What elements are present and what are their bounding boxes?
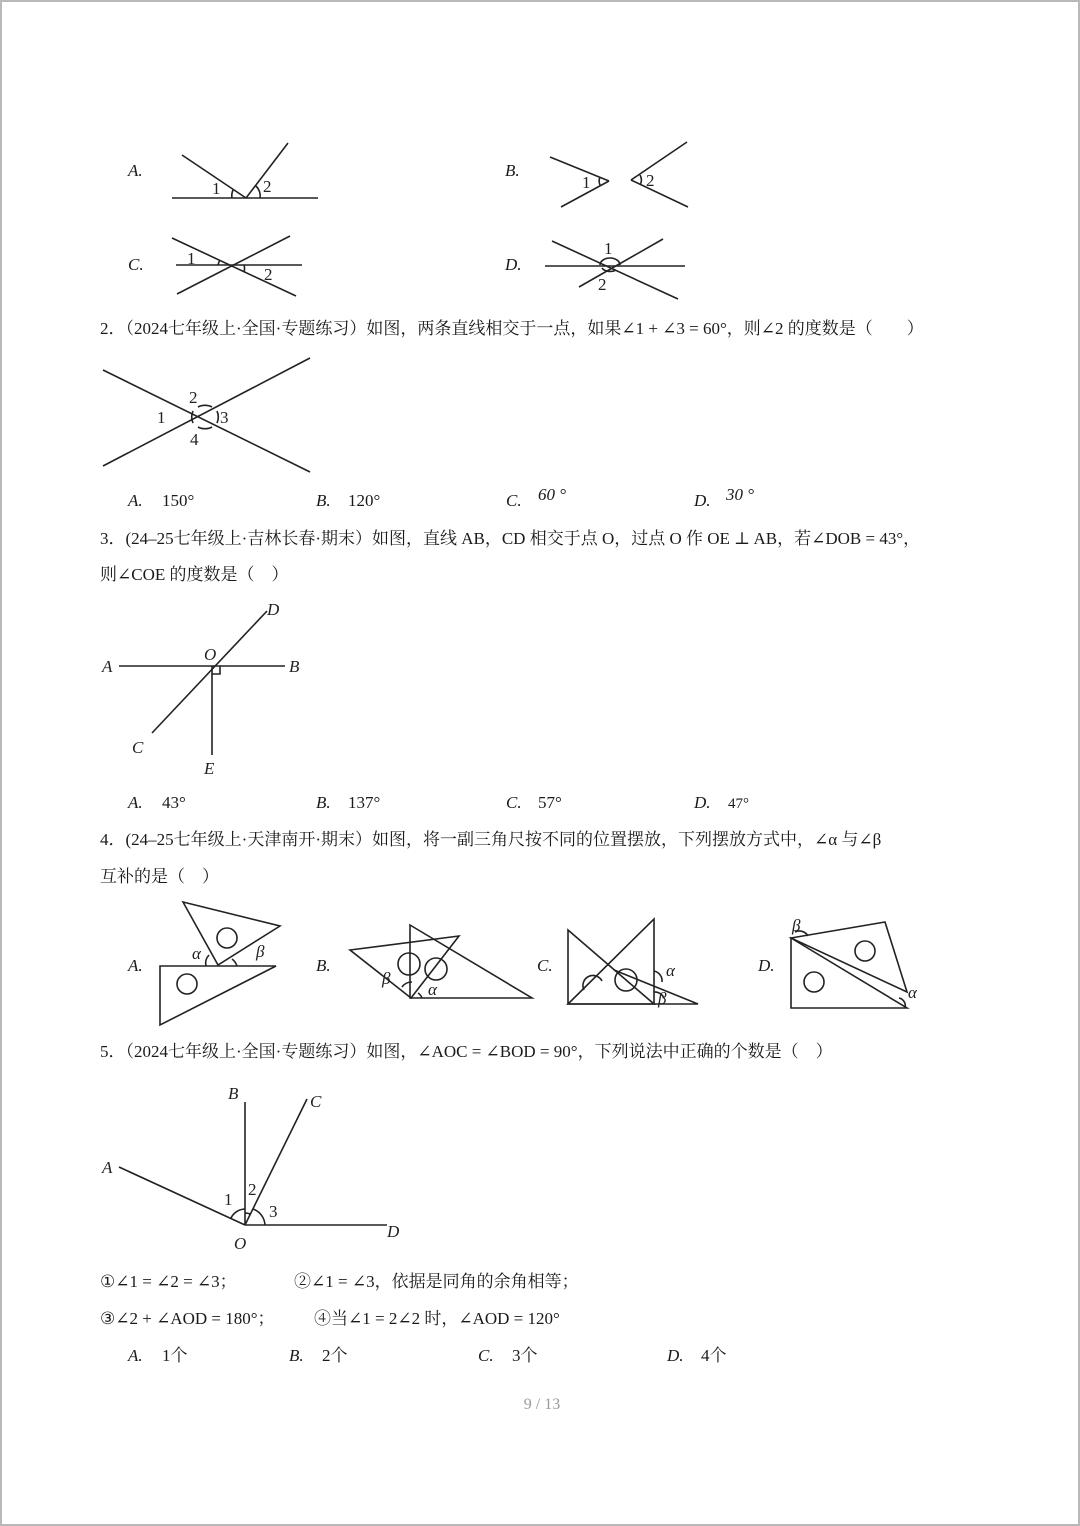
q5-statement-3: ③∠2 + ∠AOD = 180°； xyxy=(100,1309,275,1328)
q1-a-angle-1: 1 xyxy=(212,179,221,198)
q5-option-d-label: D. xyxy=(667,1346,684,1365)
q2-option-b-value: 120° xyxy=(348,491,381,510)
q4-figure-d xyxy=(782,912,927,1012)
q5-angle-2: 2 xyxy=(248,1180,257,1199)
q3-label-a: A xyxy=(102,657,113,676)
q1-option-c-label: C. xyxy=(128,255,144,274)
q5-label-o: O xyxy=(234,1234,247,1253)
q3-option-a-label: A. xyxy=(128,793,143,812)
q1-a-angle-2: 2 xyxy=(263,177,272,196)
q5-statement-4: ④当∠1 = 2∠2 时，∠AOD = 120° xyxy=(314,1309,560,1328)
q4-stem-line1: 4．(24–25七年级上·天津南开·期末）如图，将一副三角尺按不同的位置摆放，下列摆放方式中，∠α 与∠β xyxy=(100,830,882,849)
q3-stem-line1: 3．(24–25七年级上·吉林长春·期末）如图，直线 AB，CD 相交于点 O，过点 O 作 OE ⊥ AB，若∠DOB = 43°， xyxy=(100,529,921,548)
q2-option-d-value: 30 ° xyxy=(726,485,755,504)
q3-figure xyxy=(97,597,322,782)
q2-option-c-label: C. xyxy=(506,491,522,510)
q5-statement-1: ①∠1 = ∠2 = ∠3； xyxy=(100,1272,237,1291)
q1-option-a-label: A. xyxy=(128,161,143,180)
q5-option-b-value: 2个 xyxy=(322,1346,348,1365)
q3-option-b-value: 137° xyxy=(348,793,381,812)
q3-label-c: C xyxy=(132,738,144,757)
q2-option-b-label: B. xyxy=(316,491,331,510)
q5-label-b: B xyxy=(228,1084,239,1103)
q4-figure-b xyxy=(342,920,542,1005)
q5-label-c: C xyxy=(310,1092,322,1111)
q3-label-e: E xyxy=(204,759,215,778)
q5-statement-2: ②∠1 = ∠3，依据是同角的余角相等； xyxy=(294,1272,579,1291)
q2-angle-2: 2 xyxy=(189,388,198,407)
q4-figure-a xyxy=(152,897,292,1032)
q5-option-b-label: B. xyxy=(289,1346,304,1365)
q4-a-alpha: α xyxy=(192,944,201,963)
q3-option-c-label: C. xyxy=(506,793,522,812)
q4-option-b-label: B. xyxy=(316,956,331,975)
q1-c-angle-1: 1 xyxy=(187,249,196,268)
q2-option-c-value: 60 ° xyxy=(538,485,567,504)
q3-option-b-label: B. xyxy=(316,793,331,812)
q5-option-a-label: A. xyxy=(128,1346,143,1365)
q2-angle-3: 3 xyxy=(220,408,229,427)
q4-d-alpha: α xyxy=(908,983,917,1002)
q1-figure-d xyxy=(542,232,692,302)
q2-angle-4: 4 xyxy=(190,430,199,449)
q1-figure-c xyxy=(162,232,312,302)
q3-option-a-value: 43° xyxy=(162,793,186,812)
q3-label-o: O xyxy=(204,645,217,664)
q1-d-angle-2: 2 xyxy=(598,275,607,294)
q3-option-d-label: D. xyxy=(694,793,711,812)
q5-option-c-value: 3个 xyxy=(512,1346,538,1365)
q5-option-a-value: 1个 xyxy=(162,1346,188,1365)
q1-figure-a xyxy=(162,137,332,207)
q3-label-b: B xyxy=(289,657,300,676)
q3-stem-line2: 则∠COE 的度数是（ ） xyxy=(100,565,289,584)
q5-angle-3: 3 xyxy=(269,1202,278,1221)
q2-stem: 2．（2024七年级上·全国·专题练习）如图，两条直线相交于一点，如果∠1 + ∠3 = 60°，则∠2 的度数是（ ） xyxy=(100,319,924,338)
q4-c-alpha: α xyxy=(666,961,675,980)
q1-option-b-label: B. xyxy=(505,161,520,180)
q5-angle-1: 1 xyxy=(224,1190,233,1209)
q4-b-beta: β xyxy=(382,969,391,988)
q4-figure-c xyxy=(562,914,707,1012)
q2-option-a-label: A. xyxy=(128,491,143,510)
q2-option-a-value: 150° xyxy=(162,491,195,510)
q3-option-c-value: 57° xyxy=(538,793,562,812)
q5-label-d: D xyxy=(387,1222,400,1241)
q4-a-beta: β xyxy=(256,942,265,961)
page-number: 9 / 13 xyxy=(523,1396,561,1413)
q5-stem: 5．（2024七年级上·全国·专题练习）如图，∠AOC = ∠BOD = 90°，下列说法中正确的个数是（ ） xyxy=(100,1042,833,1061)
q1-b-angle-2: 2 xyxy=(646,171,655,190)
q4-stem-line2: 互补的是（ ） xyxy=(100,867,219,886)
q4-c-beta: β xyxy=(658,989,667,1008)
q1-b-angle-1: 1 xyxy=(582,173,591,192)
q5-label-a: A xyxy=(102,1158,113,1177)
q5-option-d-value: 4个 xyxy=(701,1346,727,1365)
q4-d-beta: β xyxy=(792,916,801,935)
q1-option-d-label: D. xyxy=(505,255,522,274)
q2-option-d-label: D. xyxy=(694,491,711,510)
q5-figure xyxy=(97,1077,417,1252)
q1-c-angle-2: 2 xyxy=(264,265,273,284)
q4-option-c-label: C. xyxy=(537,956,553,975)
q5-option-c-label: C. xyxy=(478,1346,494,1365)
q2-angle-1: 1 xyxy=(157,408,166,427)
q4-option-a-label: A. xyxy=(128,956,143,975)
q2-figure xyxy=(97,352,322,477)
q3-option-d-value: 47° xyxy=(728,796,749,812)
q4-b-alpha: α xyxy=(428,980,437,999)
q4-option-d-label: D. xyxy=(758,956,775,975)
q1-figure-b xyxy=(547,137,697,212)
q1-d-angle-1: 1 xyxy=(604,239,613,258)
q3-label-d: D xyxy=(267,600,280,619)
